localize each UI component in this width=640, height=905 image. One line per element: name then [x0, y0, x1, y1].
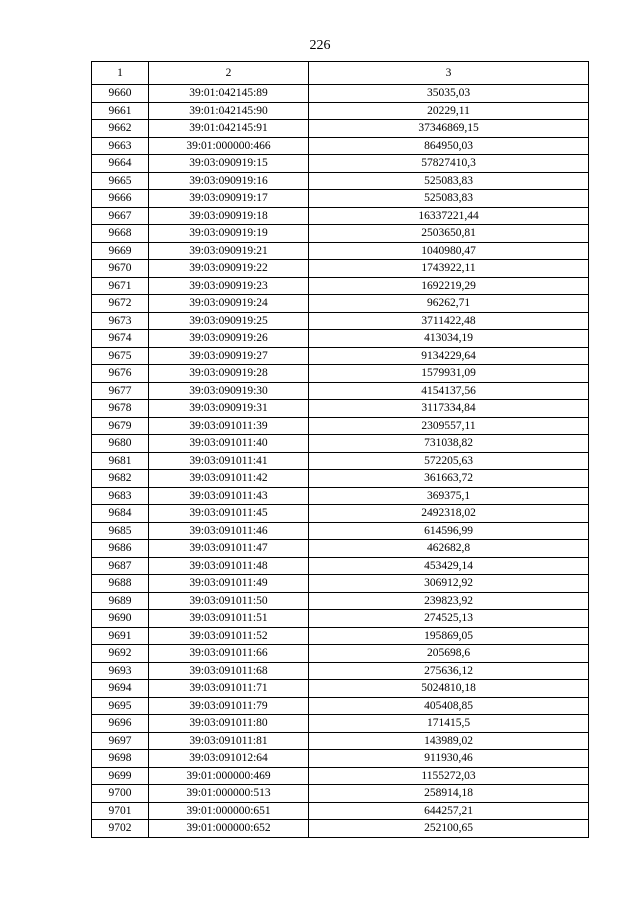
table-row	[92, 662, 589, 680]
row-number-cell: 9696	[92, 715, 149, 733]
value-cell: 143989,02	[309, 732, 589, 750]
row-number-cell: 9685	[92, 522, 149, 540]
value-cell: 274525,13	[309, 610, 589, 628]
value-cell: 2492318,02	[309, 505, 589, 523]
data-table	[91, 61, 589, 838]
cadastral-number-cell: 39:03:091011:79	[149, 697, 309, 715]
row-number-cell: 9702	[92, 820, 149, 838]
row-number-cell: 9688	[92, 575, 149, 593]
cadastral-number-cell: 39:03:091011:71	[149, 680, 309, 698]
table-row	[92, 487, 589, 505]
cadastral-number-cell: 39:03:090919:24	[149, 295, 309, 313]
cadastral-number-cell: 39:03:090919:16	[149, 172, 309, 190]
row-number-cell: 9692	[92, 645, 149, 663]
table-row	[92, 260, 589, 278]
table-row	[92, 330, 589, 348]
value-cell: 369375,1	[309, 487, 589, 505]
table-body	[92, 85, 589, 838]
table-row	[92, 207, 589, 225]
row-number-cell: 9674	[92, 330, 149, 348]
value-cell: 1155272,03	[309, 767, 589, 785]
cadastral-number-cell: 39:03:090919:17	[149, 190, 309, 208]
table-row	[92, 557, 589, 575]
value-cell: 525083,83	[309, 190, 589, 208]
value-cell: 644257,21	[309, 802, 589, 820]
table-row	[92, 242, 589, 260]
row-number-cell: 9694	[92, 680, 149, 698]
value-cell: 20229,11	[309, 102, 589, 120]
row-number-cell: 9686	[92, 540, 149, 558]
table-row	[92, 137, 589, 155]
row-number-cell: 9678	[92, 400, 149, 418]
row-number-cell: 9690	[92, 610, 149, 628]
table-row	[92, 190, 589, 208]
value-cell: 5024810,18	[309, 680, 589, 698]
value-cell: 361663,72	[309, 470, 589, 488]
value-cell: 1692219,29	[309, 277, 589, 295]
value-cell: 205698,6	[309, 645, 589, 663]
cadastral-number-cell: 39:03:091011:66	[149, 645, 309, 663]
row-number-cell: 9689	[92, 592, 149, 610]
value-cell: 864950,03	[309, 137, 589, 155]
table-row	[92, 627, 589, 645]
row-number-cell: 9682	[92, 470, 149, 488]
table-row	[92, 505, 589, 523]
row-number-cell: 9699	[92, 767, 149, 785]
cadastral-number-cell: 39:01:000000:469	[149, 767, 309, 785]
table-row	[92, 225, 589, 243]
table-row	[92, 365, 589, 383]
cadastral-number-cell: 39:03:090919:19	[149, 225, 309, 243]
row-number-cell: 9667	[92, 207, 149, 225]
column-header: 1	[92, 62, 149, 85]
cadastral-number-cell: 39:03:090919:27	[149, 347, 309, 365]
row-number-cell: 9660	[92, 85, 149, 103]
table-row	[92, 155, 589, 173]
table-row	[92, 172, 589, 190]
value-cell: 3711422,48	[309, 312, 589, 330]
value-cell: 258914,18	[309, 785, 589, 803]
row-number-cell: 9675	[92, 347, 149, 365]
table-row	[92, 697, 589, 715]
value-cell: 4154137,56	[309, 382, 589, 400]
value-cell: 453429,14	[309, 557, 589, 575]
table-row	[92, 400, 589, 418]
row-number-cell: 9665	[92, 172, 149, 190]
table-row	[92, 435, 589, 453]
row-number-cell: 9683	[92, 487, 149, 505]
table-row	[92, 347, 589, 365]
cadastral-number-cell: 39:03:091011:81	[149, 732, 309, 750]
table-row	[92, 417, 589, 435]
table-row	[92, 750, 589, 768]
row-number-cell: 9671	[92, 277, 149, 295]
row-number-cell: 9687	[92, 557, 149, 575]
cadastral-number-cell: 39:03:091011:45	[149, 505, 309, 523]
table-row	[92, 102, 589, 120]
row-number-cell: 9697	[92, 732, 149, 750]
row-number-cell: 9691	[92, 627, 149, 645]
table-row	[92, 680, 589, 698]
row-number-cell: 9679	[92, 417, 149, 435]
cadastral-number-cell: 39:03:091011:39	[149, 417, 309, 435]
table-row	[92, 785, 589, 803]
table-row	[92, 820, 589, 838]
value-cell: 1579931,09	[309, 365, 589, 383]
table-row	[92, 575, 589, 593]
table-header	[92, 62, 589, 85]
row-number-cell: 9677	[92, 382, 149, 400]
row-number-cell: 9662	[92, 120, 149, 138]
table-row	[92, 470, 589, 488]
row-number-cell: 9701	[92, 802, 149, 820]
value-cell: 96262,71	[309, 295, 589, 313]
cadastral-number-cell: 39:03:091011:47	[149, 540, 309, 558]
value-cell: 731038,82	[309, 435, 589, 453]
cadastral-number-cell: 39:03:090919:28	[149, 365, 309, 383]
cadastral-number-cell: 39:03:091012:64	[149, 750, 309, 768]
cadastral-number-cell: 39:03:091011:42	[149, 470, 309, 488]
table-row	[92, 312, 589, 330]
row-number-cell: 9669	[92, 242, 149, 260]
cadastral-number-cell: 39:01:042145:90	[149, 102, 309, 120]
row-number-cell: 9663	[92, 137, 149, 155]
table-row	[92, 715, 589, 733]
row-number-cell: 9698	[92, 750, 149, 768]
cadastral-number-cell: 39:03:090919:15	[149, 155, 309, 173]
row-number-cell: 9668	[92, 225, 149, 243]
row-number-cell: 9695	[92, 697, 149, 715]
table-row	[92, 522, 589, 540]
cadastral-number-cell: 39:03:091011:48	[149, 557, 309, 575]
page-number: 226	[309, 38, 331, 53]
value-cell: 572205,63	[309, 452, 589, 470]
table-row	[92, 645, 589, 663]
table-row	[92, 382, 589, 400]
table-row	[92, 802, 589, 820]
cadastral-number-cell: 39:03:090919:26	[149, 330, 309, 348]
value-cell: 195869,05	[309, 627, 589, 645]
value-cell: 252100,65	[309, 820, 589, 838]
value-cell: 462682,8	[309, 540, 589, 558]
row-number-cell: 9666	[92, 190, 149, 208]
table-row	[92, 85, 589, 103]
cadastral-number-cell: 39:01:000000:651	[149, 802, 309, 820]
table-row	[92, 295, 589, 313]
value-cell: 171415,5	[309, 715, 589, 733]
value-cell: 9134229,64	[309, 347, 589, 365]
row-number-cell: 9673	[92, 312, 149, 330]
cadastral-number-cell: 39:03:091011:80	[149, 715, 309, 733]
value-cell: 37346869,15	[309, 120, 589, 138]
table-row	[92, 767, 589, 785]
row-number-cell: 9681	[92, 452, 149, 470]
table-row	[92, 610, 589, 628]
table-row	[92, 452, 589, 470]
row-number-cell: 9661	[92, 102, 149, 120]
cadastral-number-cell: 39:01:042145:89	[149, 85, 309, 103]
value-cell: 614596,99	[309, 522, 589, 540]
table-row	[92, 540, 589, 558]
cadastral-number-cell: 39:03:091011:41	[149, 452, 309, 470]
row-number-cell: 9700	[92, 785, 149, 803]
table-row	[92, 592, 589, 610]
cadastral-number-cell: 39:03:090919:31	[149, 400, 309, 418]
column-header: 3	[309, 62, 589, 85]
value-cell: 911930,46	[309, 750, 589, 768]
cadastral-number-cell: 39:01:000000:652	[149, 820, 309, 838]
row-number-cell: 9680	[92, 435, 149, 453]
cadastral-number-cell: 39:01:042145:91	[149, 120, 309, 138]
value-cell: 57827410,3	[309, 155, 589, 173]
cadastral-number-cell: 39:03:091011:43	[149, 487, 309, 505]
cadastral-number-cell: 39:03:091011:46	[149, 522, 309, 540]
cadastral-number-cell: 39:03:090919:18	[149, 207, 309, 225]
value-cell: 2309557,11	[309, 417, 589, 435]
row-number-cell: 9684	[92, 505, 149, 523]
cadastral-number-cell: 39:03:091011:52	[149, 627, 309, 645]
cadastral-number-cell: 39:03:090919:21	[149, 242, 309, 260]
cadastral-number-cell: 39:03:090919:23	[149, 277, 309, 295]
cadastral-number-cell: 39:03:091011:49	[149, 575, 309, 593]
cadastral-number-cell: 39:03:090919:25	[149, 312, 309, 330]
cadastral-number-cell: 39:03:091011:51	[149, 610, 309, 628]
value-cell: 525083,83	[309, 172, 589, 190]
value-cell: 35035,03	[309, 85, 589, 103]
cadastral-number-cell: 39:01:000000:466	[149, 137, 309, 155]
cadastral-number-cell: 39:03:090919:30	[149, 382, 309, 400]
table-row	[92, 277, 589, 295]
value-cell: 3117334,84	[309, 400, 589, 418]
row-number-cell: 9676	[92, 365, 149, 383]
value-cell: 239823,92	[309, 592, 589, 610]
cadastral-number-cell: 39:03:090919:22	[149, 260, 309, 278]
row-number-cell: 9693	[92, 662, 149, 680]
value-cell: 275636,12	[309, 662, 589, 680]
table-row	[92, 120, 589, 138]
value-cell: 405408,85	[309, 697, 589, 715]
value-cell: 306912,92	[309, 575, 589, 593]
value-cell: 2503650,81	[309, 225, 589, 243]
value-cell: 16337221,44	[309, 207, 589, 225]
value-cell: 1743922,11	[309, 260, 589, 278]
cadastral-number-cell: 39:01:000000:513	[149, 785, 309, 803]
row-number-cell: 9672	[92, 295, 149, 313]
cadastral-number-cell: 39:03:091011:68	[149, 662, 309, 680]
table-row	[92, 732, 589, 750]
column-header: 2	[149, 62, 309, 85]
header-row	[92, 62, 589, 85]
cadastral-number-cell: 39:03:091011:40	[149, 435, 309, 453]
value-cell: 413034,19	[309, 330, 589, 348]
row-number-cell: 9664	[92, 155, 149, 173]
cadastral-number-cell: 39:03:091011:50	[149, 592, 309, 610]
value-cell: 1040980,47	[309, 242, 589, 260]
row-number-cell: 9670	[92, 260, 149, 278]
